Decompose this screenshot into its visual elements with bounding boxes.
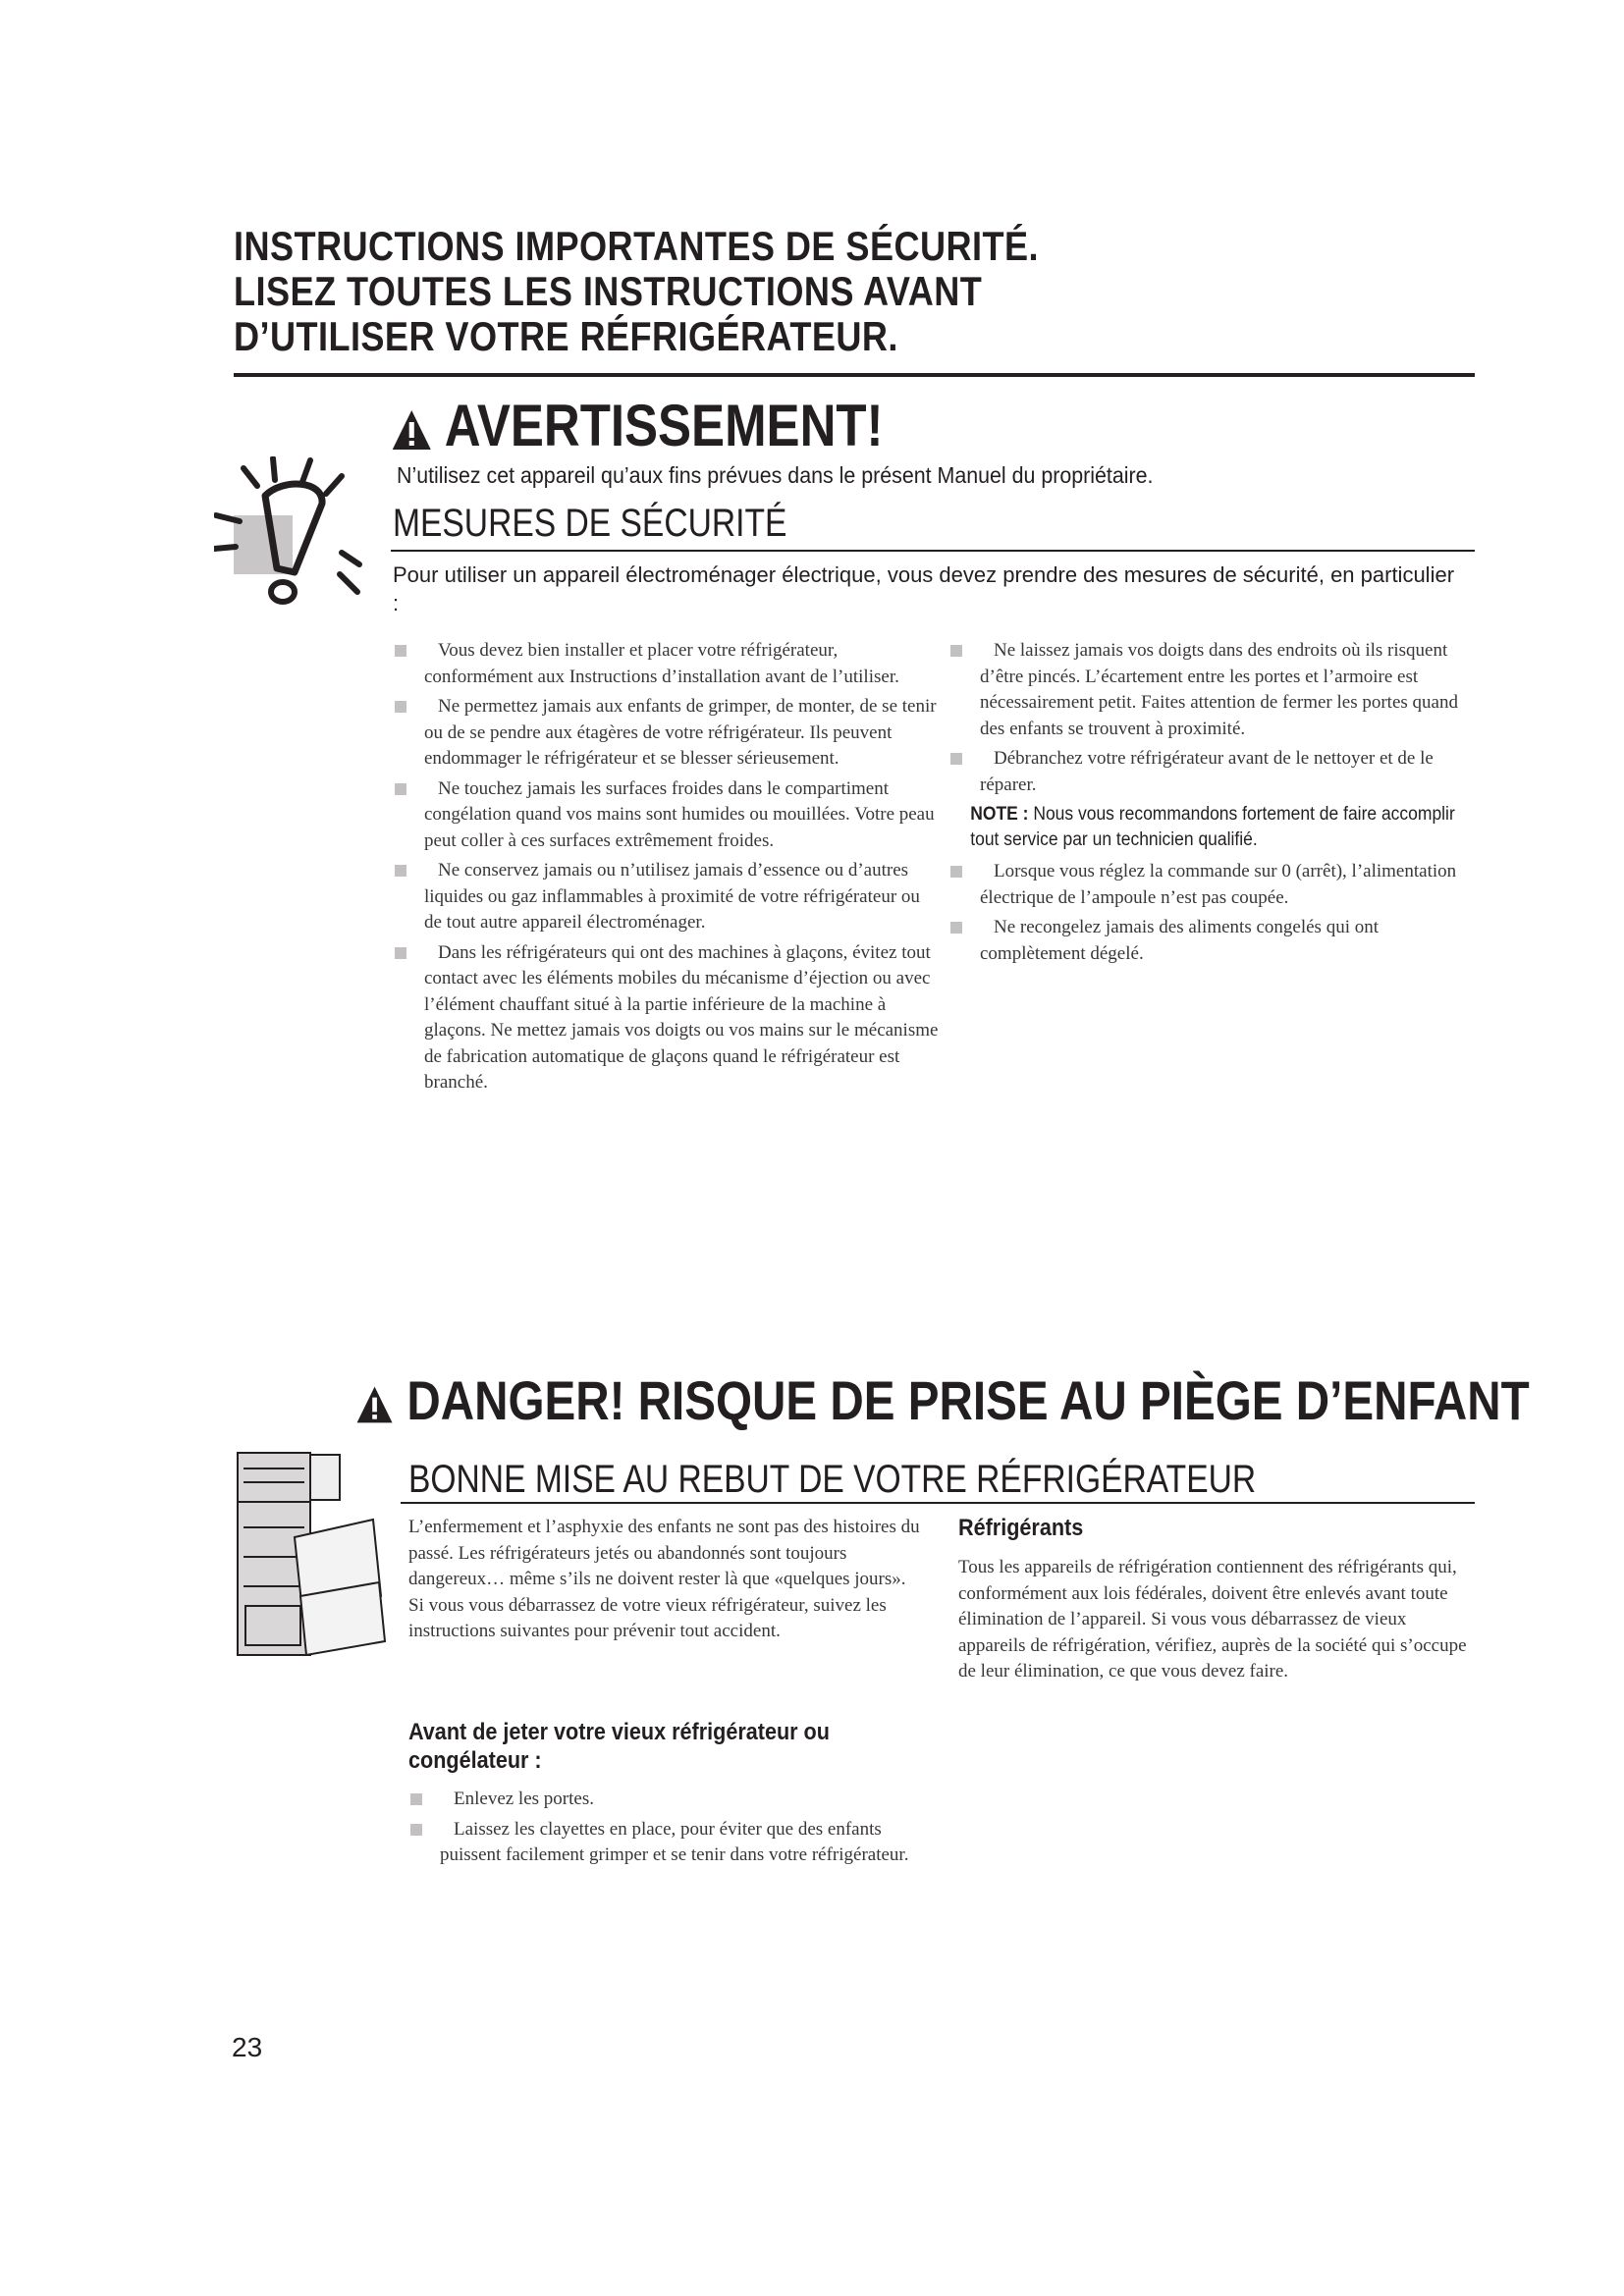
title-line-3: D’UTILISER VOTRE RÉFRIGÉRATEUR. — [234, 313, 898, 359]
safety-list-right-top — [950, 638, 1481, 798]
before-disposal-heading: Avant de jeter votre vieux réfrigérateur ou congélateur : — [408, 1719, 830, 1774]
disposal-intro-1: L’enfermement et l’asphyxie des enfants ne sont pas des histoires du passé. Les réfrigérateurs jetés ou abandonnés sont toujours dangereux… même s’ils ne doivent rester là que «quelques jours». — [408, 1517, 920, 1589]
bullet-square-icon — [950, 922, 962, 934]
disposal-intro — [408, 1515, 929, 1645]
warning-triangle-icon — [391, 408, 433, 452]
bullet-square-icon — [395, 783, 406, 795]
bullet-square-icon — [950, 753, 962, 765]
warning-intro: N’utilisez cet appareil qu’aux fins prévues dans le présent Manuel du propriétaire. — [397, 462, 1154, 488]
bullet-square-icon — [950, 645, 962, 657]
safety-list-right — [950, 638, 1481, 971]
note-text: Nous vous recommandons fortement de faire accomplir tout service par un technicien qualifié. — [970, 804, 1455, 850]
list-item: Vous devez bien installer et placer votre réfrigérateur, conformément aux Instructions d’installation avant de l’utiliser. — [395, 638, 941, 690]
safety-exclamation-icon — [214, 456, 371, 614]
title-line-2: LISEZ TOUTES LES INSTRUCTIONS AVANT — [234, 268, 983, 314]
danger-heading — [355, 1370, 1530, 1431]
note — [950, 802, 1476, 853]
list-item: Ne laissez jamais vos doigts dans des endroits où ils risquent d’être pincés. L’écartement entre les portes et l’armoire est nécessairement petit. Faites attention de fermer les portes quand des enfants se trouvent à proximité. — [950, 638, 1481, 742]
safety-section-title: MESURES DE SÉCURITÉ — [393, 502, 787, 545]
list-item: Ne conservez jamais ou n’utilisez jamais d’essence ou d’autres liquides ou gaz inflammables à proximité de votre réfrigérateur ou de tout autre appareil électroménager. — [395, 858, 941, 936]
page-number: 23 — [232, 2032, 263, 2062]
warning-heading-text: AVERTISSEMENT! — [444, 393, 884, 458]
danger-triangle-icon — [355, 1384, 394, 1425]
list-item: Lorsque vous réglez la commande sur 0 (arrêt), l’alimentation électrique de l’ampoule n’est pas coupée. — [950, 859, 1481, 911]
safety-rule — [391, 550, 1475, 552]
list-item: Débranchez votre réfrigérateur avant de le nettoyer et de le réparer. — [950, 746, 1481, 798]
bullet-square-icon — [395, 645, 406, 657]
list-item: Laissez les clayettes en place, pour éviter que des enfants puissent facilement grimper et se tenir dans votre réfrigérateur. — [410, 1817, 921, 1869]
refrigerator-illustration-icon — [232, 1449, 389, 1661]
safety-lead: Pour utiliser un appareil électroménager électrique, vous devez prendre des mesures de sécurité, en particulier : — [393, 562, 1455, 615]
bullet-square-icon — [395, 947, 406, 959]
safety-list-left — [395, 638, 941, 1100]
refrigerants-text: Tous les appareils de réfrigération contiennent des réfrigérants qui, conformément aux lois fédérales, doivent être enlevés avant toute élimination de l’appareil. Si vous vous débarrassez de vieux appareils de réfrigération, vérifiez, auprès de la société qui s’occupe de leur élimination, ce que vous devez faire. — [958, 1557, 1467, 1682]
title-line-1: INSTRUCTIONS IMPORTANTES DE SÉCURITÉ. — [234, 223, 1039, 269]
list-item: Dans les réfrigérateurs qui ont des machines à glaçons, évitez tout contact avec les éléments mobiles du mécanisme d’éjection ou avec l’élément chauffant situé à la partie inférieure de la machine à glaçons. Ne mettez jamais vos doigts ou vos mains sur le mécanisme de fabrication automatique de glaçons quand le réfrigérateur est branché. — [395, 940, 941, 1096]
safety-list-right-bottom — [950, 859, 1481, 967]
title-rule — [234, 373, 1475, 377]
danger-heading-text: DANGER! RISQUE DE PRISE AU PIÈGE D’ENFANT — [406, 1369, 1530, 1431]
bullet-square-icon — [395, 701, 406, 713]
list-item: Enlevez les portes. — [410, 1787, 921, 1813]
bullet-square-icon — [950, 866, 962, 878]
bullet-square-icon — [395, 865, 406, 877]
page-title — [234, 224, 1298, 359]
bullet-square-icon — [410, 1824, 422, 1836]
warning-heading — [391, 395, 884, 457]
note-label: NOTE : — [970, 804, 1029, 825]
disposal-intro-2: Si vous vous débarrassez de votre vieux réfrigérateur, suivez les instructions suivantes pour prévenir tout accident. — [408, 1594, 887, 1641]
disposal-section-title: BONNE MISE AU REBUT DE VOTRE RÉFRIGÉRATEUR — [408, 1458, 1257, 1501]
disposal-rule — [401, 1502, 1475, 1504]
before-disposal-list — [410, 1787, 921, 1873]
list-item: Ne touchez jamais les surfaces froides dans le compartiment congélation quand vos mains sont humides ou mouillées. Votre peau peut coller à ces surfaces extrêmement froides. — [395, 776, 941, 855]
refrigerants-heading: Réfrigérants — [958, 1515, 1084, 1541]
bullet-square-icon — [410, 1793, 422, 1805]
list-item: Ne permettez jamais aux enfants de grimper, de monter, de se tenir ou de se pendre aux étagères de votre réfrigérateur. Ils peuvent endommager le réfrigérateur et se blesser sérieusement. — [395, 694, 941, 773]
list-item: Ne recongelez jamais des aliments congelés qui ont complètement dégelé. — [950, 915, 1481, 967]
